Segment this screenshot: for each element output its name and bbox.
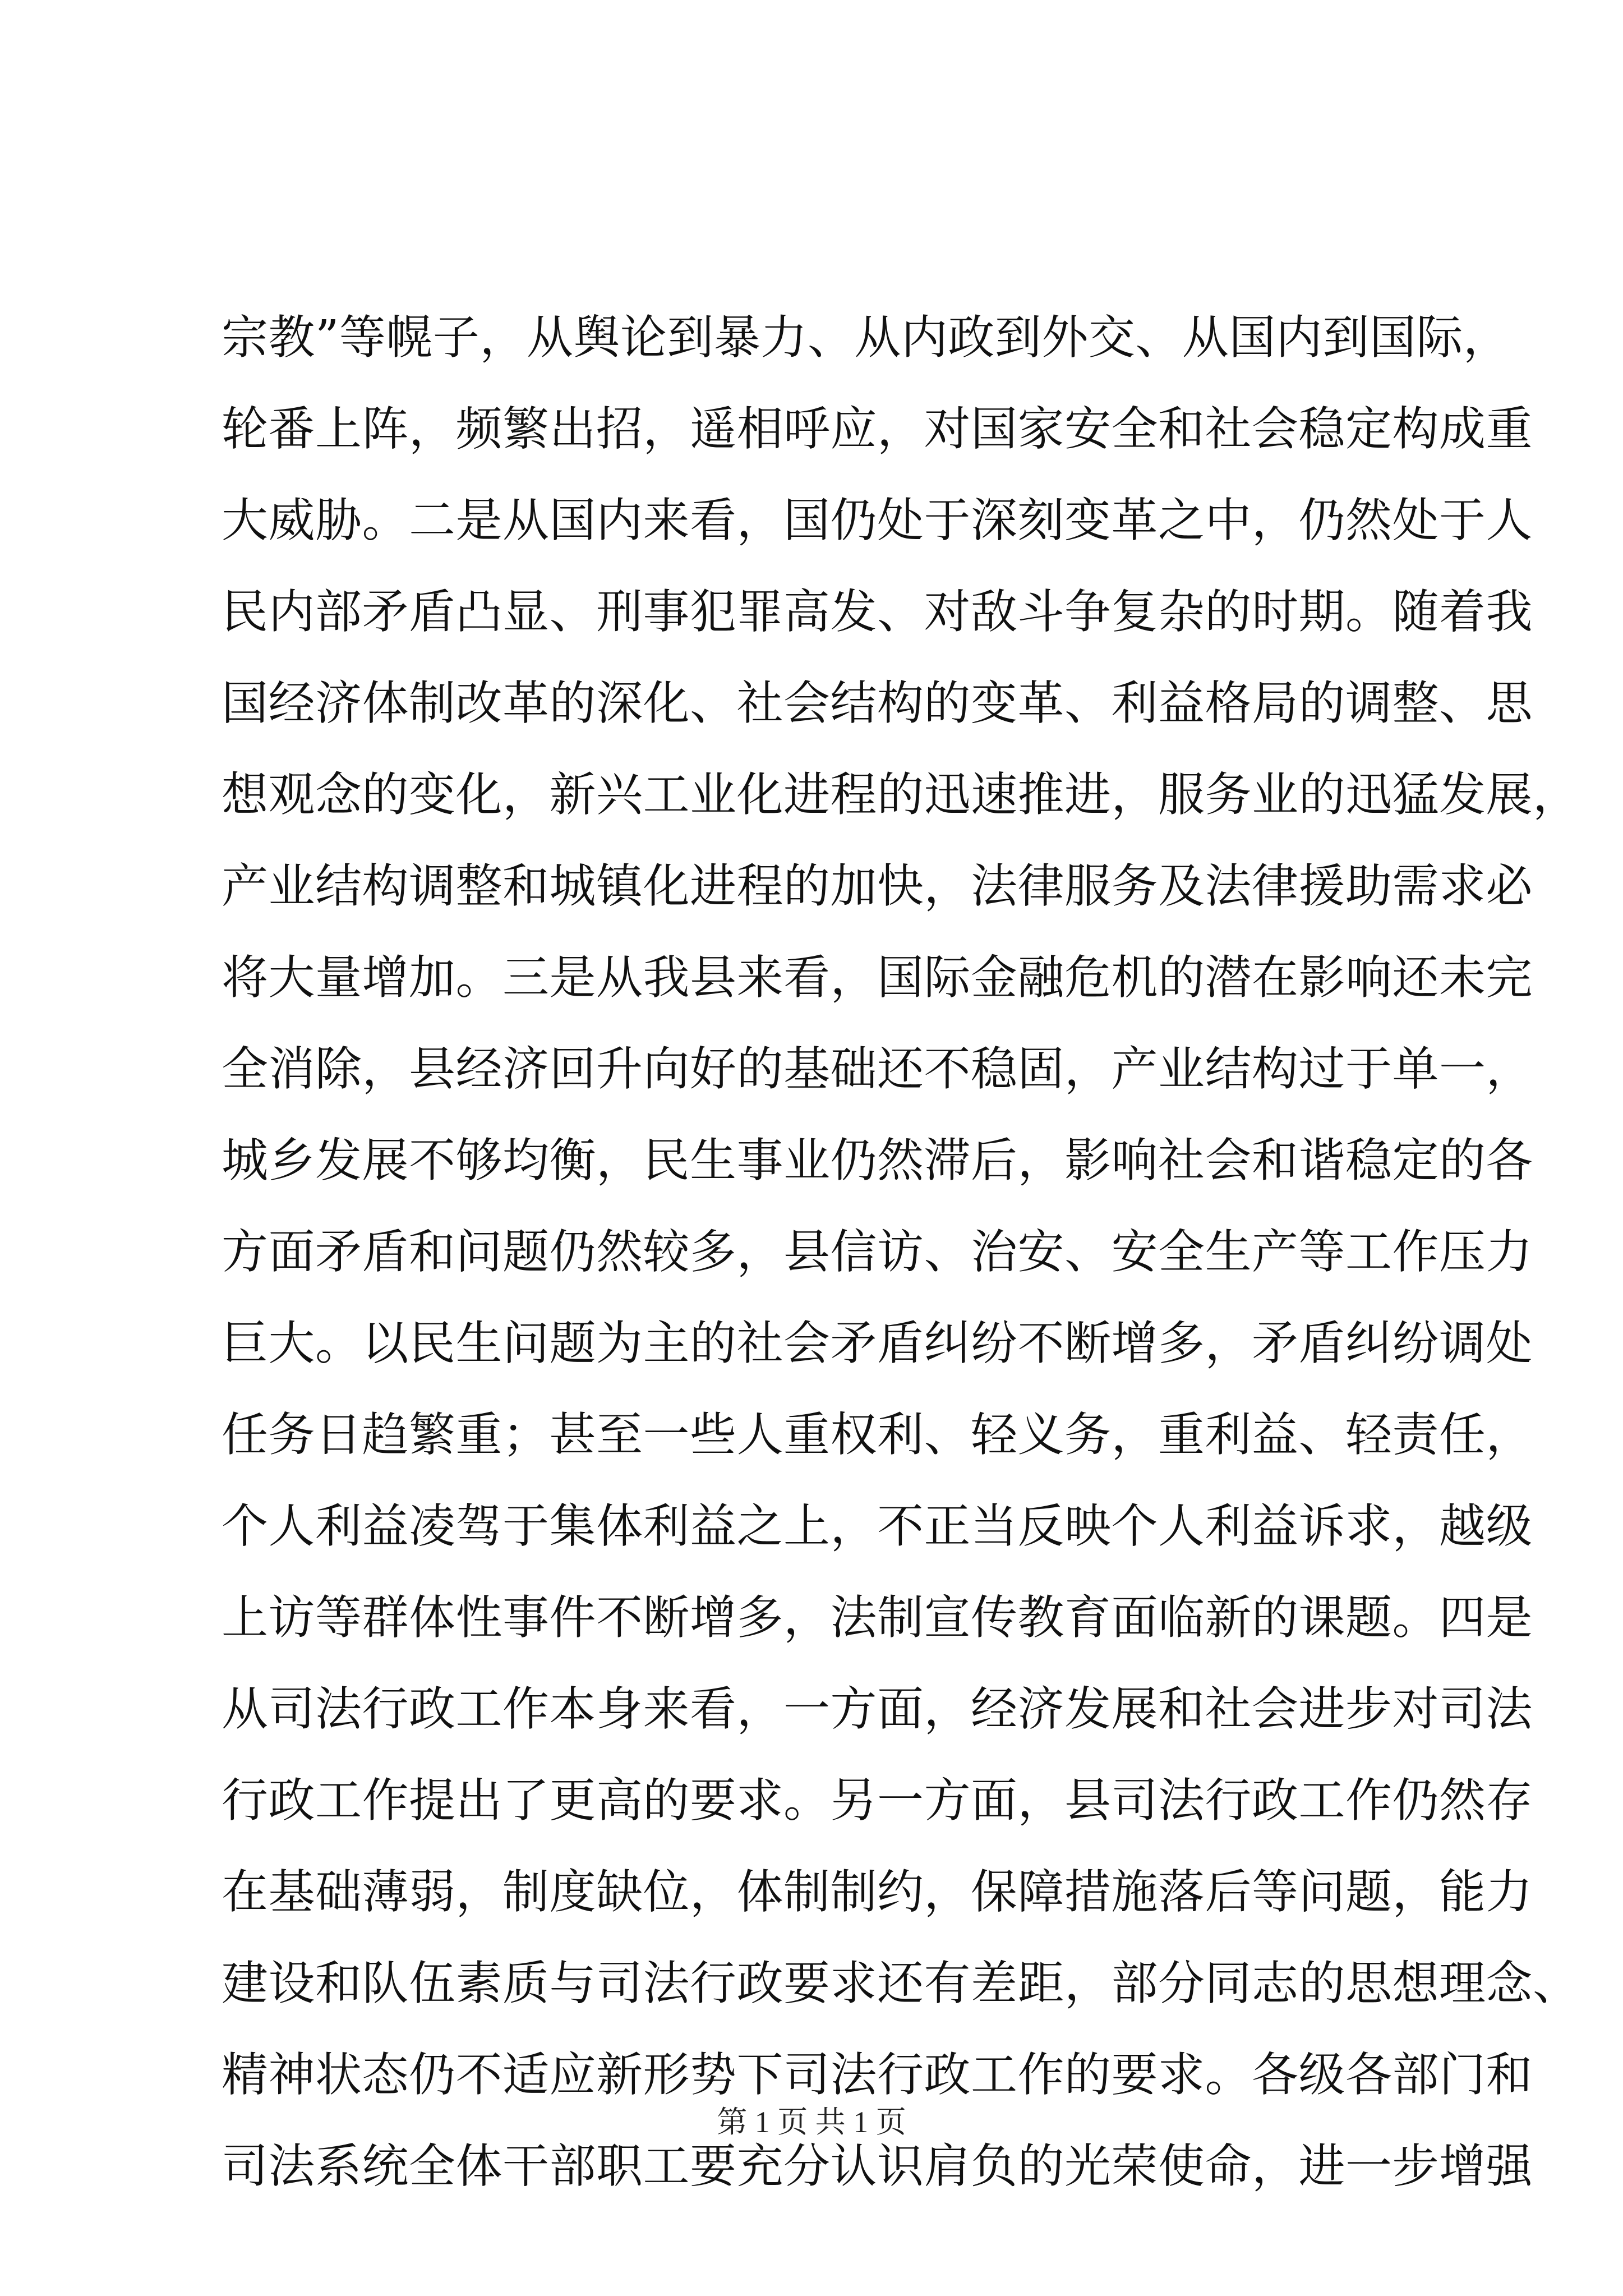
text-line: 从司法行政工作本身来看，一方面，经济发展和社会进步对司法 bbox=[222, 1682, 1533, 1736]
text-line: 宗教”等幌子，从舆论到暴力、从内政到外交、从国内到国际， bbox=[222, 310, 1510, 365]
body-text bbox=[222, 292, 1580, 2212]
page-footer: 第 1 页 共 1 页 bbox=[717, 2105, 906, 2139]
text-line: 巨大。以民生问题为主的社会矛盾纠纷不断增多，矛盾纠纷调处 bbox=[222, 1316, 1533, 1370]
text-line: 产业结构调整和城镇化进程的加快，法律服务及法律援助需求必 bbox=[222, 859, 1533, 913]
text-line: 任务日趋繁重；甚至一些人重权利、轻义务，重利益、轻责任， bbox=[222, 1407, 1533, 1462]
text-line: 司法系统全体干部职工要充分认识肩负的光荣使命，进一步增强 bbox=[222, 2139, 1533, 2193]
text-line: 方面矛盾和问题仍然较多，县信访、治安、安全生产等工作压力 bbox=[222, 1225, 1533, 1279]
text-line: 行政工作提出了更高的要求。另一方面，县司法行政工作仍然存 bbox=[222, 1773, 1533, 1828]
text-line: 全消除，县经济回升向好的基础还不稳固，产业结构过于单一， bbox=[222, 1042, 1533, 1096]
text-line: 将大量增加。三是从我县来看，国际金融危机的潜在影响还未完 bbox=[222, 950, 1533, 1005]
text-line: 想观念的变化，新兴工业化进程的迅速推进，服务业的迅猛发展， bbox=[222, 767, 1580, 822]
text-line: 个人利益凌驾于集体利益之上，不正当反映个人利益诉求，越级 bbox=[222, 1499, 1533, 1553]
text-line: 轮番上阵，频繁出招，遥相呼应，对国家安全和社会稳定构成重 bbox=[222, 402, 1533, 456]
text-line: 精神状态仍不适应新形势下司法行政工作的要求。各级各部门和 bbox=[222, 2047, 1533, 2102]
text-line: 国经济体制改革的深化、社会结构的变革、利益格局的调整、思 bbox=[222, 676, 1533, 730]
text-line: 民内部矛盾凸显、刑事犯罪高发、对敌斗争复杂的时期。随着我 bbox=[222, 585, 1533, 639]
text-line: 城乡发展不够均衡，民生事业仍然滞后，影响社会和谐稳定的各 bbox=[222, 1133, 1533, 1188]
text-line: 大威胁。二是从国内来看，国仍处于深刻变革之中，仍然处于人 bbox=[222, 493, 1533, 547]
text-line: 建设和队伍素质与司法行政要求还有差距，部分同志的思想理念、 bbox=[222, 1956, 1580, 2010]
text-line: 在基础薄弱，制度缺位，体制制约，保障措施落后等问题，能力 bbox=[222, 1865, 1533, 1919]
text-line: 上访等群体性事件不断增多，法制宣传教育面临新的课题。四是 bbox=[222, 1590, 1533, 1645]
